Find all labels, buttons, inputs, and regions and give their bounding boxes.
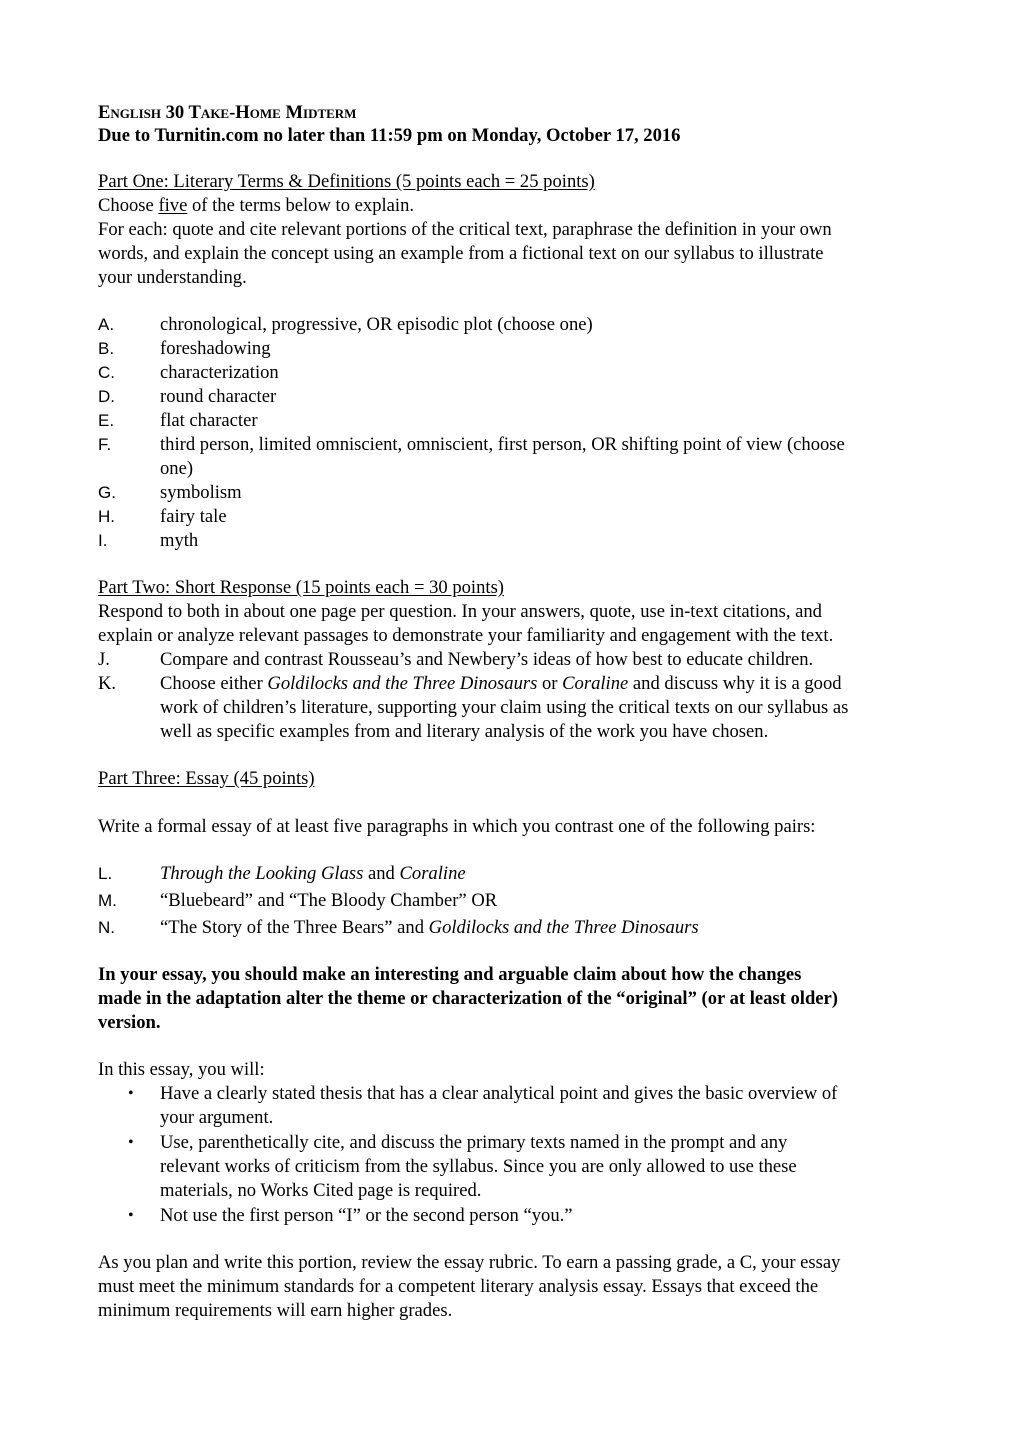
term-item: round character (160, 386, 277, 407)
question-item: Compare and contrast Rousseau’s and Newbery’s ideas of how best to educate children. (160, 649, 814, 670)
book-title: Through the Looking Glass (160, 863, 364, 884)
term-item: symbolism (160, 482, 242, 503)
part-three-prompt: Write a formal essay of at least five paragraphs in which you contrast one of the following pairs: (98, 816, 816, 837)
claim-line: made in the adaptation alter the theme or characterization of the “original” (or at least older) (98, 988, 839, 1009)
part-two-intro-line: Respond to both in about one page per question. In your answers, quote, use in-text citations, and (98, 601, 822, 622)
term-item: chronological, progressive, OR episodic plot (choose one) (160, 314, 593, 335)
part-two-intro-line: explain or analyze relevant passages to demonstrate your familiarity and engagement with the text. (98, 625, 834, 646)
requirements-intro: In this essay, you will: (98, 1059, 265, 1080)
part-three-heading: Part Three: Essay (45 points) (98, 768, 315, 789)
term-item: myth (160, 530, 199, 551)
question-text: and discuss why it is a good (628, 673, 842, 694)
requirement-item: Not use the first person “I” or the second person “you.” (160, 1205, 573, 1226)
term-item: third person, limited omniscient, omniscient, first person, OR shifting point of view (choose (160, 434, 845, 455)
question-item-continuation: well as specific examples from and literary analysis of the work you have chosen. (160, 721, 769, 742)
pair-item: “Bluebeard” and “The Bloody Chamber” OR (160, 890, 498, 911)
term-label: D. (98, 387, 115, 406)
part-one-for-each-line: your understanding. (98, 267, 247, 288)
term-label: C. (98, 363, 115, 382)
term-label: E. (98, 411, 115, 430)
part-one-for-each-line: words, and explain the concept using an example from a fictional text on our syllabus to illustrate (98, 243, 824, 264)
term-label: F. (98, 435, 112, 454)
term-item: flat character (160, 410, 258, 431)
question-label: K. (98, 673, 117, 694)
pair-item (160, 916, 699, 940)
closing-line: minimum requirements will earn higher grades. (98, 1300, 453, 1321)
term-label: H. (98, 507, 115, 526)
term-label: A. (98, 315, 115, 334)
pair-item (160, 862, 466, 886)
term-item: characterization (160, 362, 279, 383)
question-text: Choose either (160, 673, 268, 694)
requirement-item-continuation: materials, no Works Cited page is required. (160, 1180, 482, 1201)
bullet-icon: • (128, 1207, 134, 1224)
closing-line: As you plan and write this portion, review the essay rubric. To earn a passing grade, a C, your essay (98, 1252, 841, 1273)
pair-label: M. (98, 891, 117, 910)
book-title: Goldilocks and the Three Dinosaurs (428, 917, 699, 938)
book-title: Goldilocks and the Three Dinosaurs (267, 673, 538, 694)
book-title: Coraline (562, 673, 629, 694)
part-two-heading: Part Two: Short Response (15 points each = 30 points) (98, 577, 504, 598)
bullet-icon: • (128, 1085, 134, 1102)
pair-label: L. (98, 864, 113, 883)
document-title: English 30 Take-Home Midterm (98, 102, 357, 123)
requirement-item-continuation: relevant works of criticism from the syllabus. Since you are only allowed to use these (160, 1156, 797, 1177)
part-one-instruction (98, 194, 414, 218)
requirement-item: Use, parenthetically cite, and discuss the primary texts named in the prompt and any (160, 1132, 788, 1153)
pair-label: N. (98, 918, 115, 937)
term-label: G. (98, 483, 116, 502)
term-label: I. (98, 531, 108, 550)
question-item (160, 672, 842, 696)
question-text: or (537, 673, 563, 694)
pair-text: and (363, 863, 400, 884)
bullet-icon: • (128, 1134, 134, 1151)
requirement-item-continuation: your argument. (160, 1107, 274, 1128)
term-item: foreshadowing (160, 338, 271, 359)
instruction-text: of the terms below to explain. (187, 195, 415, 216)
instruction-text: Choose (98, 195, 159, 216)
closing-line: must meet the minimum standards for a competent literary analysis essay. Essays that exceed the (98, 1276, 819, 1297)
requirement-item: Have a clearly stated thesis that has a clear analytical point and gives the basic overview of (160, 1083, 838, 1104)
instruction-emphasis: five (158, 195, 188, 216)
book-title: Coraline (399, 863, 466, 884)
term-item-continuation: one) (160, 458, 194, 479)
part-one-for-each-line: For each: quote and cite relevant portions of the critical text, paraphrase the definition in your own (98, 219, 832, 240)
pair-text: “The Story of the Three Bears” and (160, 917, 429, 938)
term-item: fairy tale (160, 506, 227, 527)
due-date-line: Due to Turnitin.com no later than 11:59 pm on Monday, October 17, 2016 (98, 125, 681, 146)
term-label: B. (98, 339, 115, 358)
question-item-continuation: work of children’s literature, supporting your claim using the critical texts on our syllabus as (160, 697, 849, 718)
claim-line: version. (98, 1012, 161, 1033)
claim-line: In your essay, you should make an interesting and arguable claim about how the changes (98, 964, 802, 985)
question-label: J. (98, 649, 110, 670)
part-one-heading: Part One: Literary Terms & Definitions (5 points each = 25 points) (98, 171, 595, 192)
